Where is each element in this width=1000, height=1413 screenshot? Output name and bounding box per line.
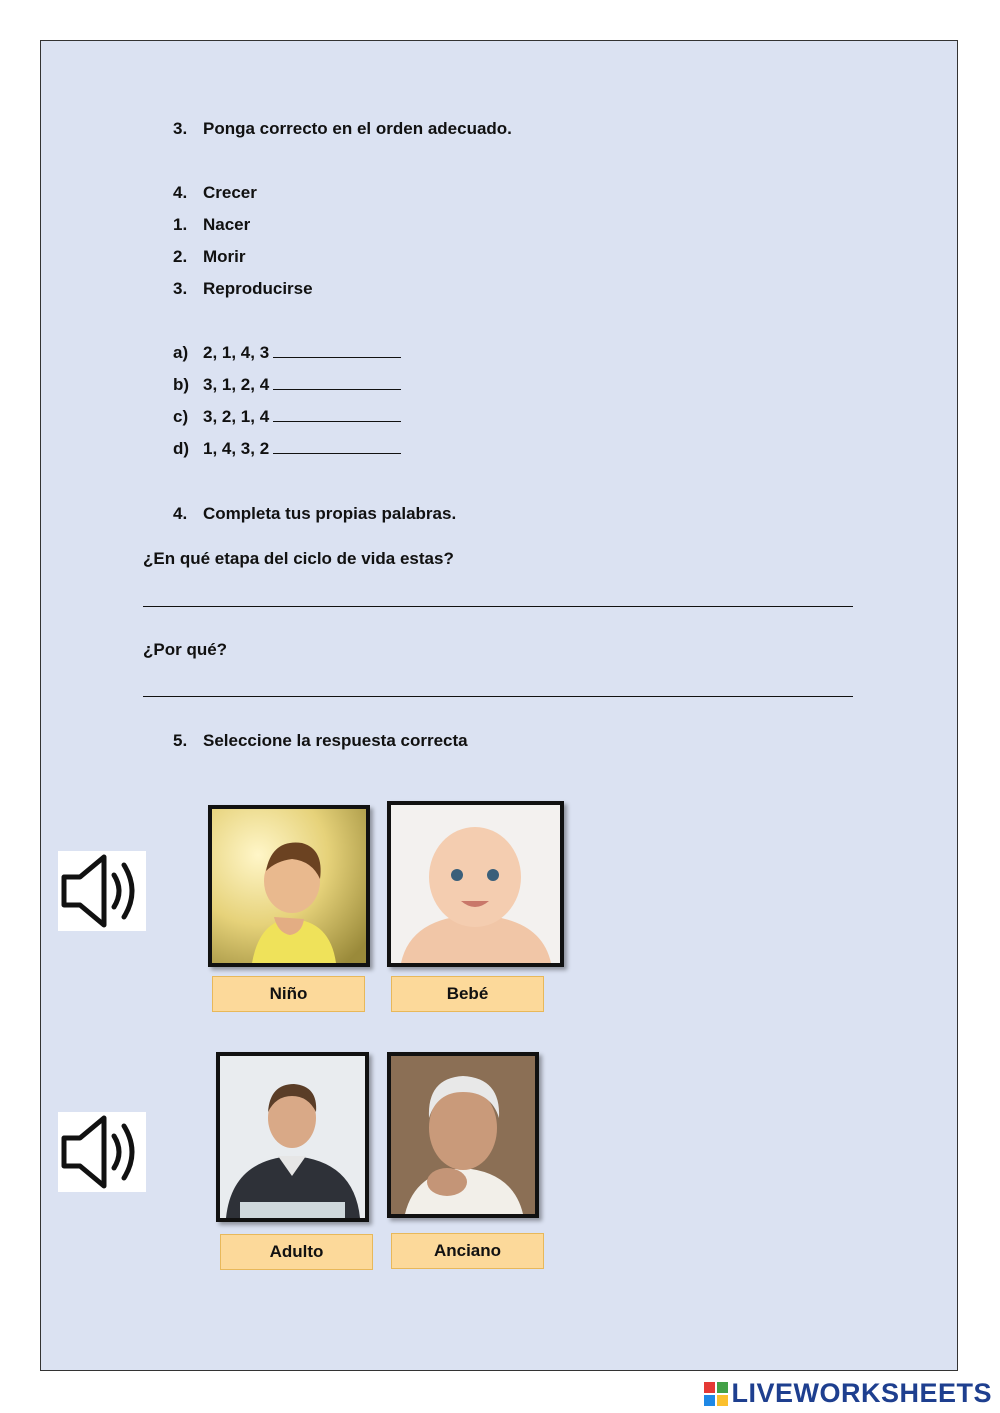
answer-tile-bebe[interactable]: Bebé xyxy=(391,976,544,1012)
adult-photo xyxy=(216,1052,369,1222)
answer-blank[interactable] xyxy=(273,439,401,454)
list-item: 4. Crecer xyxy=(173,183,257,202)
q5-heading: 5. Seleccione la respuesta correcta xyxy=(173,731,468,750)
liveworksheets-icon xyxy=(704,1382,728,1406)
q4-question-2: ¿Por qué? xyxy=(143,640,228,659)
answer-tile-adulto[interactable]: Adulto xyxy=(220,1234,373,1270)
speaker-icon[interactable] xyxy=(58,851,146,931)
list-item: 2. Morir xyxy=(173,247,246,266)
option-a: a) 2, 1, 4, 3 xyxy=(173,343,401,363)
speaker-icon[interactable] xyxy=(58,1112,146,1192)
liveworksheets-logo xyxy=(704,1378,992,1409)
list-item: 1. Nacer xyxy=(173,215,251,234)
answer-blank[interactable] xyxy=(273,343,401,358)
option-c: c) 3, 2, 1, 4 xyxy=(173,407,401,427)
q4-heading: 4. Completa tus propias palabras. xyxy=(173,504,457,523)
option-d: d) 1, 4, 3, 2 xyxy=(173,439,401,459)
elderly-photo xyxy=(387,1052,539,1218)
q4-question-1: ¿En qué etapa del ciclo de vida estas? xyxy=(143,549,454,568)
option-b: b) 3, 1, 2, 4 xyxy=(173,375,401,395)
brand-name: LIVEWORKSHEETS xyxy=(731,1378,992,1408)
answer-tile-nino[interactable]: Niño xyxy=(212,976,365,1012)
answer-tile-anciano[interactable]: Anciano xyxy=(391,1233,544,1269)
answer-blank[interactable] xyxy=(273,375,401,390)
answer-line-2[interactable] xyxy=(143,696,853,697)
boy-photo xyxy=(208,805,370,967)
q3-heading: 3. Ponga correcto en el orden adecuado. xyxy=(173,119,512,138)
answer-blank[interactable] xyxy=(273,407,401,422)
answer-line-1[interactable] xyxy=(143,606,853,607)
baby-photo xyxy=(387,801,564,967)
list-item: 3. Reproducirse xyxy=(173,279,313,298)
